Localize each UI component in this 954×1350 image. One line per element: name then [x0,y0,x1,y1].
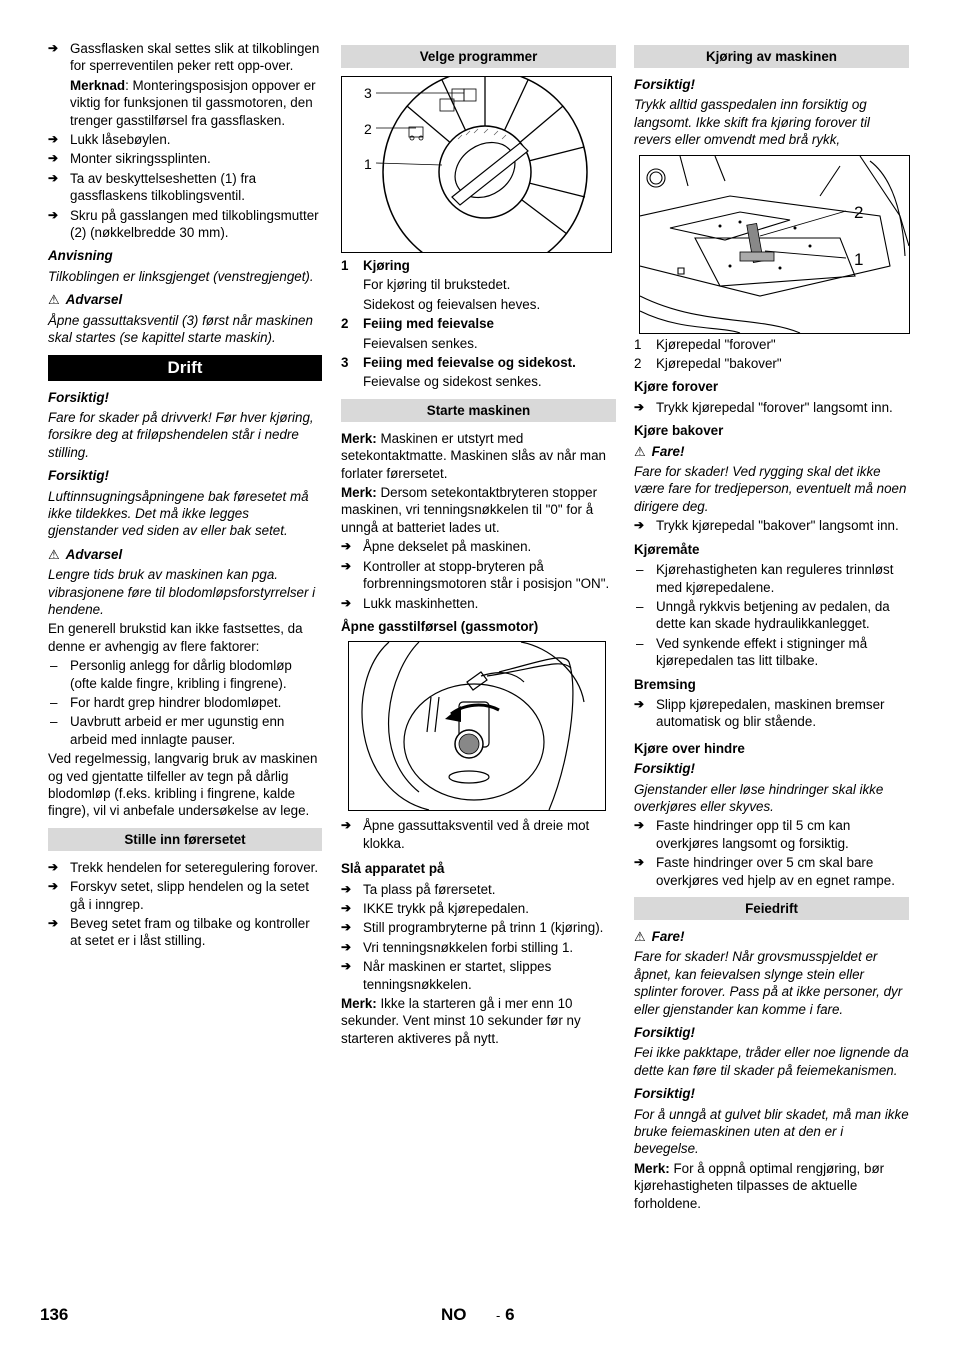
bullet-gas-bottle: ➔ Gassflasken skal settes slik at tilkoblingen for sperreventilen peker rett opp-over. [48,40,322,75]
bullet-take-seat: ➔ Ta plass på førersetet. [341,881,616,898]
gas-valve-figure [348,641,606,811]
merknad-note [48,77,322,129]
bullet-forward: ➔ Trykk kjørepedal "forover" langsomt inn. [634,399,909,416]
bullet-brake: ➔ Slipp kjørepedalen, maskinen bremser automatisk og blir stående. [634,696,909,731]
paragraph-usage-time: En generell brukstid kan ikke fastsettes, da denne er avhengig av flere faktorer: [48,621,303,654]
legend-item-2: 2 Feiing med feievalse [341,316,494,332]
legend-1-line-a: For kjøring til brukstedet. [363,277,511,293]
drive-pedal-figure [639,155,910,334]
fare-heading-1: ⚠ Fare! [634,443,685,459]
forsiktig-heading-drive: Forsiktig! [634,77,696,92]
warning-icon: ⚠ [48,546,60,562]
merknad-label: Merknad [70,77,126,93]
heading-switch-on: Slå apparatet på [341,861,445,877]
legend-item-1: 1 Kjøring [341,258,410,273]
bullet-open-valve: ➔ Åpne gassuttaksventil ved å dreie mot klokka. [341,817,616,852]
drive-pedal-drawing [640,156,909,333]
legend-item-3: 3 Feiing med feievalse og sidekost. [341,355,576,371]
merk-note-1: Merk: Maskinen er utstyrt med setekontaktmatte. Maskinen slås av når man forlater førersetet. [341,430,606,481]
fig-label-1: 1 [854,249,864,269]
forsiktig-text-1: Fare for skader på drivverk! Før hver kjøring, forsikre deg at friløpshendelen står i nedre stilling. [48,409,314,460]
section-seat-title: Stille inn førersetet [48,828,322,851]
bullet-seat-1: ➔ Trekk hendelen for seteregulering forover. [48,859,322,876]
fare-text-1: Fare for skader! Ved rygging skal det ikke være fare for tredjeperson, eventuelt må noen dirigere deg. [634,464,907,514]
column-2 [341,40,616,1047]
legend-pedal-forward: 1 Kjørepedal "forover" [634,336,776,352]
bullet-safety-pin: ➔ Monter sikringssplinten. [48,150,322,167]
program-dial-drawing [342,77,611,252]
bullet-seat-2: ➔ Forskyv setet, slipp hendelen og la setet gå i inngrep. [48,878,322,913]
dash-item: – Uavbrutt arbeid er mer ugunstig enn arbeid med innlagte pauser. [48,713,322,748]
bullet-check-stop: ➔ Kontroller at stopp-bryteren på forbrenningsmotoren står i posisjon "ON". [341,558,616,593]
dash-item: – For hardt grep hindrer blodomløpet. [48,694,322,711]
bullet-screw-hose: ➔ Skru på gasslangen med tilkoblingsmutter (2) (nøkkelbredde 30 mm). [48,207,322,242]
bullet-release-key: ➔ Når maskinen er startet, slippes tenningsnøkkelen. [341,958,616,993]
program-switch-figure [341,76,612,253]
anvisning-text: Tilkoblingen er linksgjenget (venstregjenget). [48,268,314,284]
section-programs-title: Velge programmer [341,45,616,68]
heading-obstacles: Kjøre over hindre [634,740,745,756]
merk-note-3: Merk: Ikke la starteren gå i mer enn 10 sekunder. Vent minst 10 sekunder før ny starteren aktiveres på nytt. [341,995,581,1046]
dash-item: – Unngå rykkvis betjening av pedalen, da dette kan skade hydraulikkanlegget. [634,598,909,633]
forsiktig-text-3: Fei ikke pakktape, tråder eller noe lignende da dette kan føre til skader på feiemekanismen. [634,1045,909,1078]
forsiktig-heading-4: Forsiktig! [634,1086,696,1102]
section-drive-title: Kjøring av maskinen [634,45,909,68]
warning-icon: ⚠ [48,292,60,308]
dash-item: – Kjørehastigheten kan reguleres trinnløst med kjørepedalene. [634,561,909,596]
bullet-program-switch: ➔ Still programbryterne på trinn 1 (kjøring). [341,919,616,936]
column-3 [634,40,909,1212]
paragraph-regular-use: Ved regelmessig, langvarig bruk av maskinen og ved gjentatte tilfeller av tegn på dårlig blodomløp (f.eks. kribling i fingrene, kalde fingre), vil vi anbefale undersøkelse av lege. [48,751,318,819]
advarsel-heading: ⚠ Advarsel [48,292,123,308]
fig-label-1: 1 [364,156,372,172]
dash-item: – Ved synkende effekt i stigninger må kjørepedalen tas litt tilbake. [634,635,909,670]
merknad-text: : Monteringsposisjon oppover er viktig for funksjonen til gassmotoren, den trenger gasstilførsel fra gassflasken. [70,77,316,128]
heading-drive-reverse: Kjøre bakover [634,423,724,439]
warning-icon: ⚠ [634,443,646,459]
bullet-obstacle-1: ➔ Faste hindringer opp til 5 cm kan overkjøres langsomt og forsiktig. [634,817,909,852]
forsiktig-text-drive: Trykk alltid gasspedalen inn forsiktig og langsomt. Ikke skift fra kjøring forover til revers eller omvendt med brå rykk, [634,97,870,148]
advarsel-text: Åpne gassuttaksventil (3) først når maskinen skal startes (se kapittel starte maskin). [48,312,313,346]
merk-note-2: Merk: Dersom setekontaktbryteren stopper maskinen, vri tenningsnøkkelen til "0" for å unngå at batteriet lades ut. [341,485,598,535]
forsiktig-text-obst: Gjenstander eller løse hindringer skal ikke overkjøres eller skyves. [634,781,884,814]
column-1 [48,40,322,952]
chapter-page-number: - 6 [496,1305,515,1324]
forsiktig-text-4: For å unngå at gulvet blir skadet, må man ikke bruke feiemaskinen uten at den er i bevegelse. [634,1106,909,1157]
forsiktig-heading-3: Forsiktig! [634,1025,696,1041]
fig-label-3: 3 [364,85,372,101]
bullet-open-cover: ➔ Åpne dekselet på maskinen. [341,538,616,555]
heading-drive-mode: Kjøremåte [634,541,700,557]
merk-note-sweep: Merk: For å oppnå optimal rengjøring, bør kjørehastigheten tilpasses de aktuelle forholdene. [634,1160,885,1211]
forsiktig-heading-2: Forsiktig! [48,468,110,484]
bullet-seat-3: ➔ Beveg setet fram og tilbake og kontroller at setet er i låst stilling. [48,915,322,950]
bullet-close-bracket: ➔ Lukk låsebøylen. [48,131,322,148]
bullet-reverse: ➔ Trykk kjørepedal "bakover" langsomt inn. [634,517,909,534]
legend-1-line-b: Sidekost og feievalsen heves. [363,296,541,312]
advarsel-text-2: Lengre tids bruk av maskinen kan pga. vibrasjonene føre til blodomløpsforstyrrelser i hendene. [48,567,316,617]
gas-valve-drawing [349,642,605,810]
section-sweeping-title: Feiedrift [634,897,909,920]
forsiktig-text-2: Luftinnsugningsåpningene bak føresetet må ikke tildekkes. Det må ikke legges gjenstander ved siden av eller bak setet. [48,488,309,539]
fig-label-2: 2 [364,121,372,137]
bullet-turn-key: ➔ Vri tenningsnøkkelen forbi stilling 1. [341,939,616,956]
legend-pedal-reverse: 2 Kjørepedal "bakover" [634,356,782,372]
heading-braking: Bremsing [634,676,696,692]
legend-3-line-a: Feievalse og sidekost senkes. [363,374,542,390]
dash-item: – Personlig anlegg for dårlig blodomløp (ofte kalde fingre, kribling i fingrene). [48,657,322,692]
anvisning-heading: Anvisning [48,248,113,264]
heading-open-gas: Åpne gasstilførsel (gassmotor) [341,618,539,634]
bullet-remove-cap: ➔ Ta av beskyttelseshetten (1) fra gassflaskens tilkoblingsventil. [48,170,322,205]
fig-label-2: 2 [854,202,864,222]
fare-text-2: Fare for skader! Når grovsmusspjeldet er åpnet, kan feievalsen slynge stein eller splinter forover. Pass på at ikke personer, dyr eller gjenstander kan komme i fare. [634,949,903,1017]
section-drift-title: Drift [48,355,322,381]
advarsel-heading-2: ⚠ Advarsel [48,546,123,562]
language-code: NO [441,1305,467,1324]
bullet-obstacle-2: ➔ Faste hindringer over 5 cm skal bare overkjøres ved hjelp av en egnet rampe. [634,854,909,889]
fare-heading-2: ⚠ Fare! [634,929,685,944]
forsiktig-heading-1: Forsiktig! [48,389,110,405]
forsiktig-heading-obst: Forsiktig! [634,761,696,777]
section-start-title: Starte maskinen [341,399,616,422]
page-number: 136 [40,1305,69,1324]
legend-2-line-a: Feievalsen senkes. [363,335,478,351]
warning-icon: ⚠ [634,929,646,944]
heading-drive-forward: Kjøre forover [634,379,719,395]
bullet-no-pedal: ➔ IKKE trykk på kjørepedalen. [341,900,616,917]
bullet-close-hood: ➔ Lukk maskinhetten. [341,595,616,612]
